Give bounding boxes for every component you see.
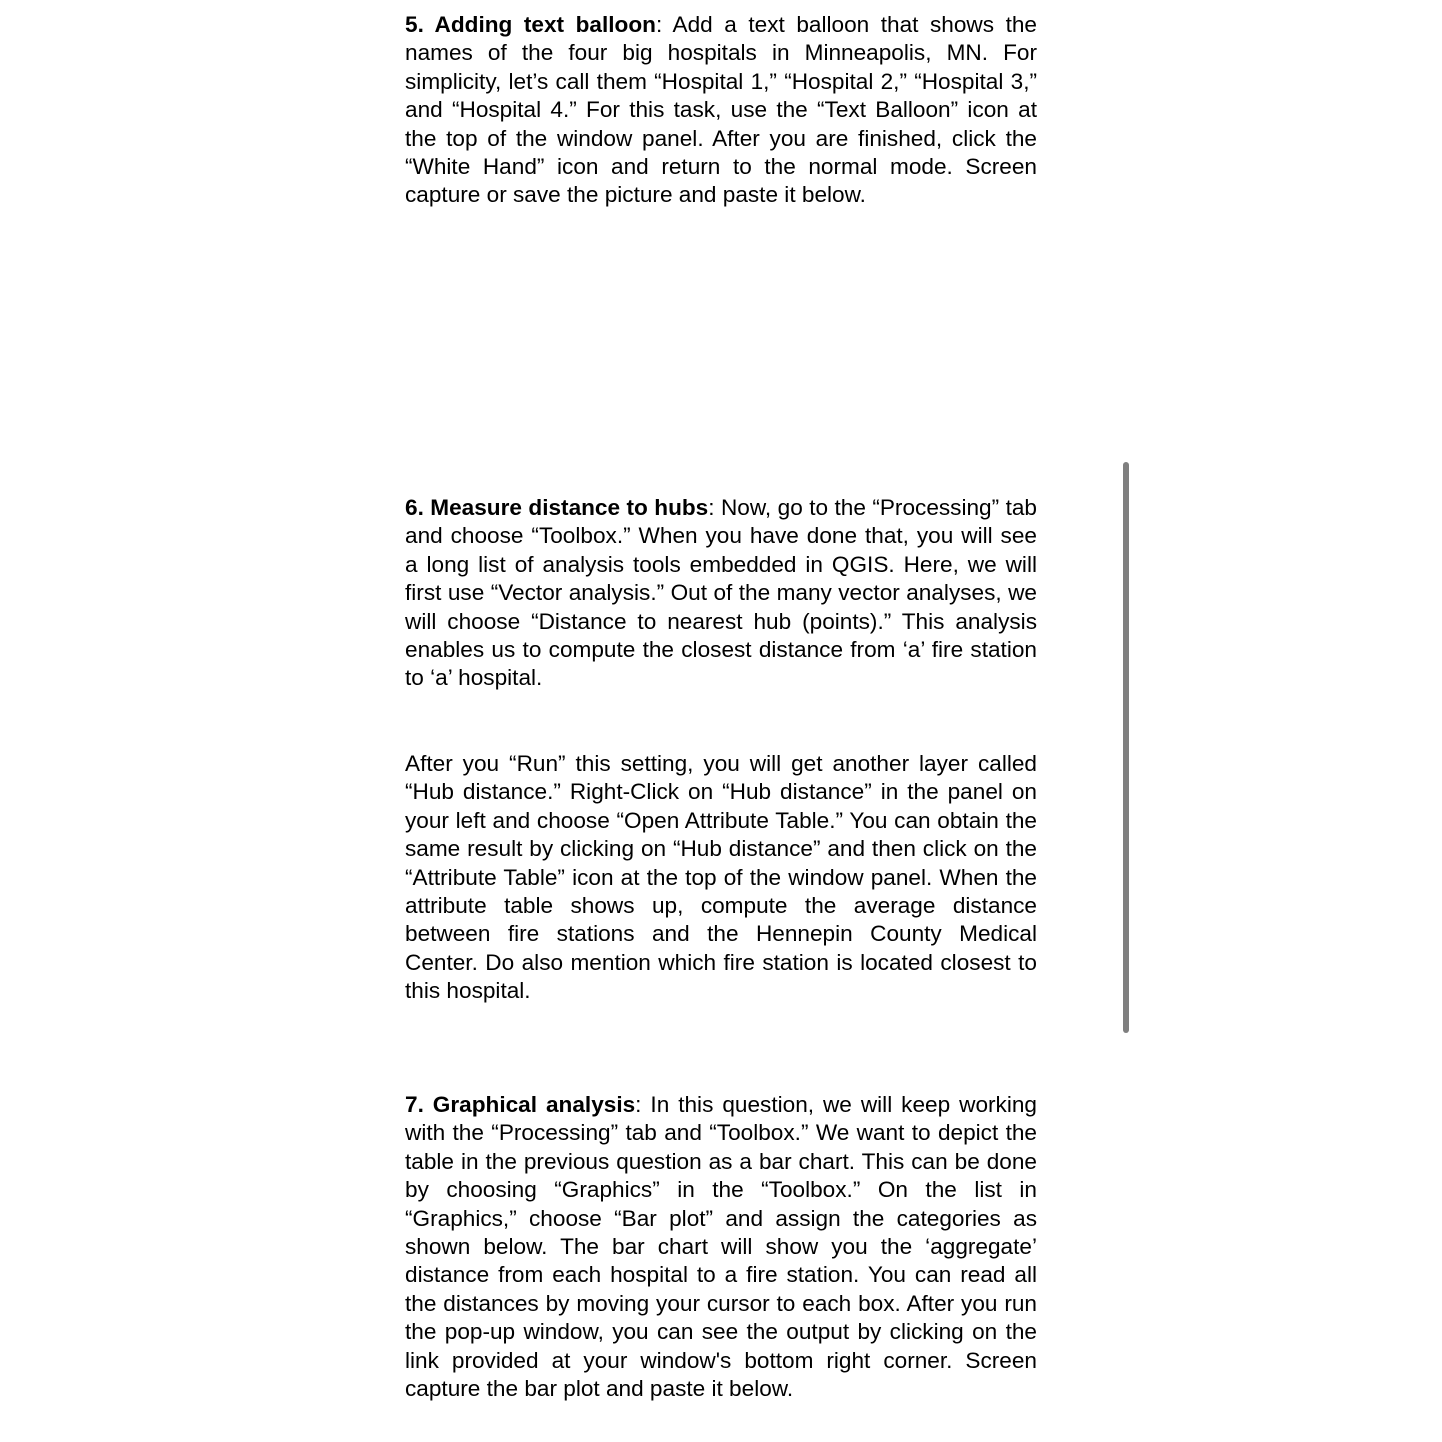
section-5-heading: 5. Adding text balloon [405,12,656,37]
section-6-paragraph [405,494,1037,693]
section-7-body: : In this question, we will keep working with the “Processing” tab and “Toolbox.” We want to depict the table in the previous question as a bar chart. This can be done by choosing “Graphics” in the “Toolbox.” On the list in “Graphics,” choose “Bar plot” and assign the categories as shown below. The bar chart will show you the ‘aggregate’ distance from each hospital to a fire station. You can read all the distances by moving your cursor to each box. After you run the pop-up window, you can see the output by clicking on the link provided at your window's bottom right corner. Screen capture the bar plot and paste it below. [405,1092,1037,1402]
section-5-body: : Add a text balloon that shows the names of the four big hospitals in Minneapolis, MN. For simplicity, let’s call them “Hospital 1,” “Hospital 2,” “Hospital 3,” and “Hospital 4.” For this task, use the “Text Balloon” icon at the top of the window panel. After you are finished, click the “White Hand” icon and return to the normal mode. Screen capture or save the picture and paste it below. [405,12,1037,208]
section-6-body: : Now, go to the “Processing” tab and choose “Toolbox.” When you have done that, you will see a long list of analysis tools embedded in QGIS. Here, we will first use “Vector analysis.” Out of the many vector analyses, we will choose “Distance to nearest hub (points).” This analysis enables us to compute the closest distance from ‘a’ fire station to ‘a’ hospital. [405,495,1037,691]
section-6-heading: 6. Measure distance to hubs [405,495,709,520]
section-7-paragraph [405,1091,1037,1403]
section-5-paragraph [405,11,1037,210]
section-7-heading: 7. Graphical analysis [405,1092,636,1117]
section-6-paragraph-2: After you “Run” this setting, you will get another layer called “Hub distance.” Right-Click on “Hub distance” in the panel on your left and choose “Open Attribute Table.” You can obtain the same result by clicking on “Hub distance” and then click on the “Attribute Table” icon at the top of the window panel. When the attribute table shows up, compute the average distance between fire stations and the Hennepin County Medical Center. Do also mention which fire station is located closest to this hospital. [405,751,1037,1004]
vertical-scrollbar[interactable] [1123,462,1129,1033]
